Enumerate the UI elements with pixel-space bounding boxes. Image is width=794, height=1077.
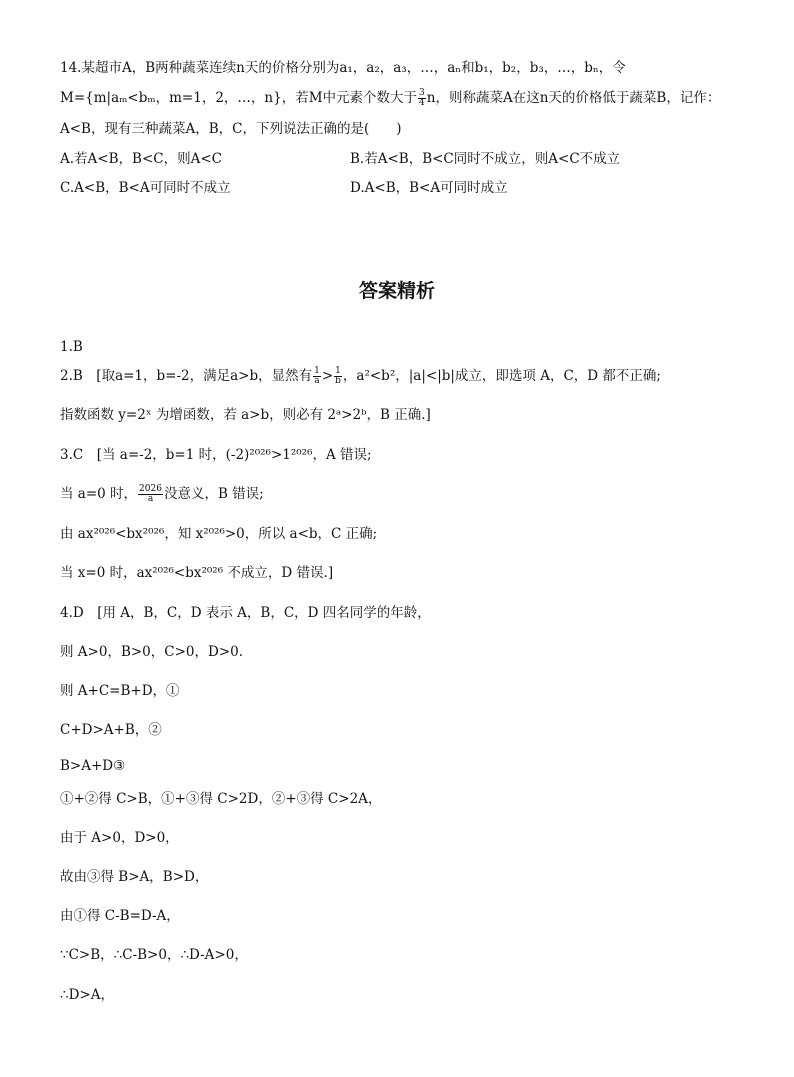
- fraction: [418, 89, 426, 108]
- answer-4-line10: ∵C>B，∴C-B>0，∴D-A>0，: [60, 947, 248, 963]
- answer-text: >: [321, 368, 334, 384]
- fraction-numerator: 1: [314, 366, 320, 376]
- answer-4-line7: 由于 A>0，D>0，: [60, 830, 179, 846]
- question-14-stem-line1: 14.某超市A，B两种蔬菜连续n天的价格分别为a₁，a₂，a₃，…，aₙ和b₁，b₂，b₃，…，bₙ，令: [60, 60, 626, 76]
- answer-2-line1: [60, 366, 661, 386]
- option-a: A.若A<B，B<C，则A<C: [60, 151, 222, 167]
- answer-text: ，a²<b²，|a|<|b|成立，即选项 A，C，D 都不正确;: [342, 368, 661, 384]
- answer-1: 1.B: [60, 339, 83, 355]
- fraction: [334, 367, 342, 386]
- fraction: [138, 485, 163, 504]
- fraction-denominator: a: [147, 494, 154, 504]
- answer-3-line3: 由 ax²⁰²⁶<bx²⁰²⁶，知 x²⁰²⁶>0，所以 a<b，C 正确;: [60, 526, 378, 542]
- stem-text: M={m|aₘ<bₘ，m=1，2，…，n}，若M中元素个数大于: [60, 90, 418, 106]
- fraction-denominator: 4: [419, 98, 425, 108]
- fraction-numerator: 3: [419, 88, 425, 98]
- answer-4-line11: ∴D>A，: [60, 987, 114, 1003]
- fraction-numerator: 1: [335, 366, 341, 376]
- answer-4-line5: B>A+D③: [60, 758, 126, 774]
- answer-4-line8: 故由③得 B>A，B>D，: [60, 869, 209, 885]
- answer-text: 当 a=0 时，: [60, 486, 138, 502]
- stem-text: n，则称蔬菜A在这n天的价格低于蔬菜B，记作：: [426, 90, 721, 106]
- answer-3-line4: 当 x=0 时，ax²⁰²⁶<bx²⁰²⁶ 不成立，D 错误.]: [60, 565, 334, 581]
- fraction-denominator: a: [314, 376, 320, 386]
- option-b: B.若A<B，B<C同时不成立，则A<C不成立: [350, 151, 621, 167]
- option-d: D.A<B，B<A可同时成立: [350, 180, 508, 196]
- answer-4-line4: C+D>A+B，②: [60, 722, 162, 738]
- answer-text: 2.B [取a=1，b=-2，满足a>b，显然有: [60, 368, 313, 384]
- answer-4-line9: 由①得 C-B=D-A，: [60, 908, 180, 924]
- answer-2-line2: 指数函数 y=2ˣ 为增函数，若 a>b，则必有 2ᵃ>2ᵇ，B 正确.]: [60, 407, 431, 423]
- option-c: C.A<B，B<A可同时不成立: [60, 180, 231, 196]
- answer-4-line1: 4.D [用 A，B，C，D 表示 A，B，C，D 四名同学的年龄，: [60, 605, 431, 621]
- answer-3-line2: [60, 484, 264, 504]
- question-14-stem-line3: A<B，现有三种蔬菜A，B，C，下列说法正确的是( ): [60, 121, 402, 137]
- answer-section-title: 答案精析: [358, 280, 435, 302]
- answer-text: 没意义，B 错误;: [163, 486, 264, 502]
- fraction-numerator: 2026: [139, 484, 162, 494]
- question-14-stem-line2: [60, 88, 720, 108]
- answer-3-line1: 3.C [当 a=-2，b=1 时，(-2)²⁰²⁶>1²⁰²⁶，A 错误;: [60, 447, 372, 463]
- fraction: [313, 367, 321, 386]
- answer-4-line2: 则 A>0，B>0，C>0，D>0.: [60, 644, 244, 660]
- answer-4-line6: ①+②得 C>B，①+③得 C>2D，②+③得 C>2A，: [60, 791, 382, 807]
- answer-4-line3: 则 A+C=B+D，①: [60, 683, 180, 699]
- fraction-denominator: b: [335, 376, 341, 386]
